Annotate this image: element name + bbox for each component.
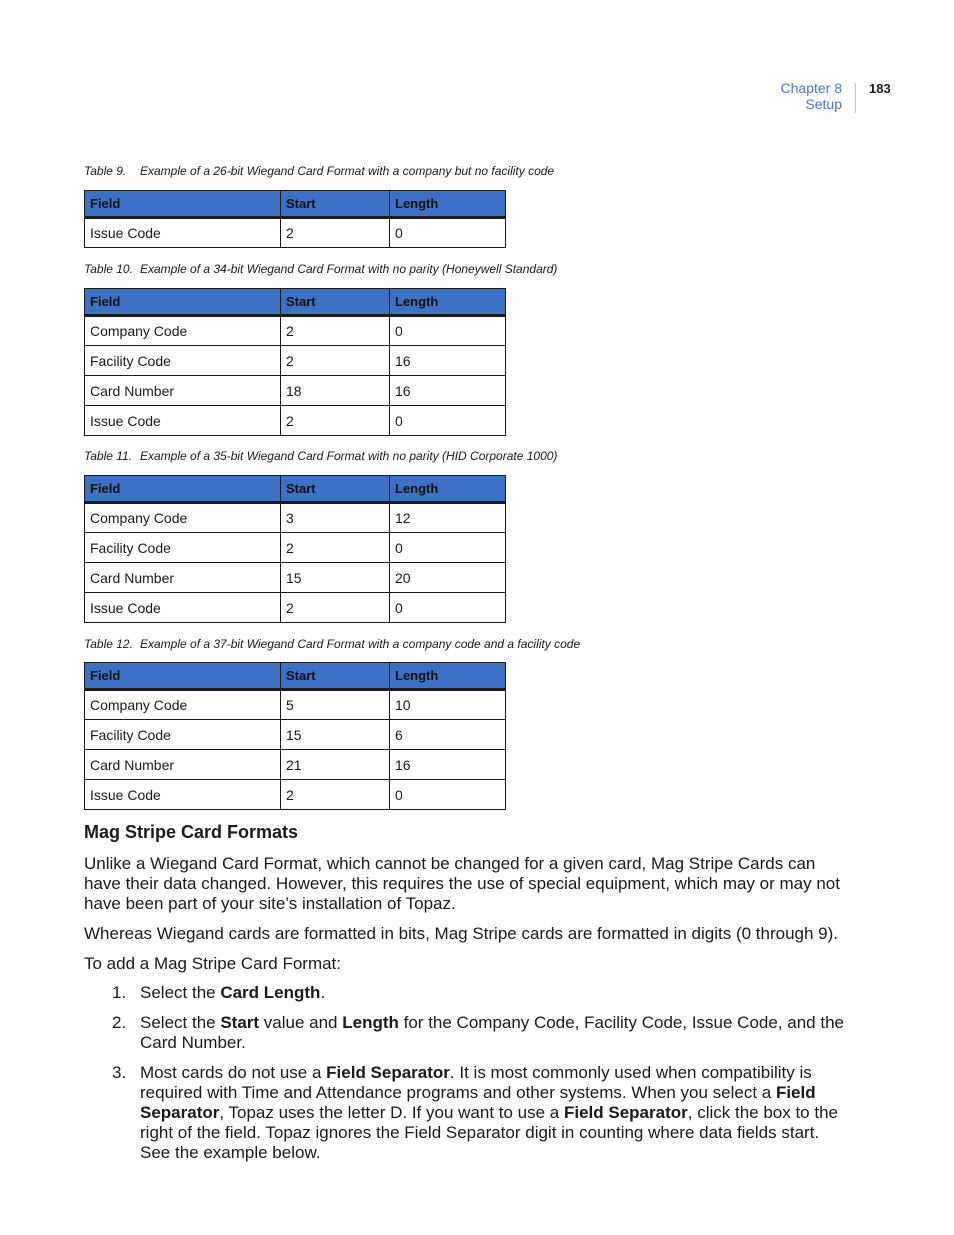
header-start: Start (281, 289, 390, 316)
table-caption (84, 449, 557, 463)
section-heading: Mag Stripe Card Formats (84, 822, 299, 842)
step-term: Field Separator (140, 1083, 816, 1122)
step-text: . (320, 983, 326, 1002)
step-term: Field Separator (563, 1103, 688, 1122)
table-caption (84, 262, 557, 276)
table-row (85, 346, 506, 376)
cell-length: 16 (390, 750, 506, 780)
cell-start: 2 (281, 780, 390, 810)
cell-start: 2 (281, 593, 390, 623)
header-field: Field (85, 476, 281, 503)
header-divider (855, 83, 856, 113)
header-field: Field (85, 289, 281, 316)
step-text: Select the (140, 983, 221, 1002)
caption-number: Table 12. (84, 637, 133, 651)
header-length: Length (390, 191, 506, 218)
steps-list (84, 983, 854, 1173)
caption-text: Example of a 35-bit Wiegand Card Format with no parity (HID Corporate 1000) (140, 449, 558, 463)
step-text: . It is most commonly used when compatibility is required with Time and Attendance programs and other systems. When you select a (140, 1063, 812, 1102)
step-text: Most cards do not use a (140, 1063, 327, 1082)
section-label: Setup (805, 96, 842, 112)
step-text: value and (259, 1013, 343, 1032)
cell-field: Card Number (85, 750, 281, 780)
cell-length: 10 (390, 690, 506, 720)
table-header-row (85, 476, 506, 503)
table-row (85, 593, 506, 623)
chapter-label: Chapter 8 (780, 80, 842, 96)
step-term: Start (220, 1013, 260, 1032)
table-row (85, 406, 506, 436)
table-row (85, 533, 506, 563)
table-row (85, 720, 506, 750)
table-caption (84, 164, 554, 178)
format-table (84, 190, 506, 248)
cell-start: 2 (281, 346, 390, 376)
cell-length: 12 (390, 503, 506, 533)
step-item (84, 1013, 854, 1053)
caption-text: Example of a 26-bit Wiegand Card Format with a company but no facility code (140, 164, 555, 178)
cell-start: 5 (281, 690, 390, 720)
step-text: for the Company Code, Facility Code, Issue Code, and the Card Number. (140, 1013, 844, 1052)
step-item (84, 983, 854, 1003)
table-header-row (85, 191, 506, 218)
cell-start: 2 (281, 218, 390, 248)
header-length: Length (390, 476, 506, 503)
cell-field: Company Code (85, 316, 281, 346)
cell-length: 20 (390, 563, 506, 593)
format-table (84, 662, 506, 810)
step-text: , Topaz uses the letter D. If you want to use a (219, 1103, 564, 1122)
step-term: Card Length (220, 983, 321, 1002)
caption-text: Example of a 34-bit Wiegand Card Format with no parity (Honeywell Standard) (140, 262, 558, 276)
table-row (85, 316, 506, 346)
caption-number: Table 9. (84, 164, 127, 178)
table-caption (84, 637, 580, 651)
cell-length: 0 (390, 316, 506, 346)
instruction-lead: To add a Mag Stripe Card Format: (84, 954, 342, 973)
page-number: 183 (869, 81, 891, 96)
cell-field: Issue Code (85, 406, 281, 436)
bits-vs-digits-paragraph: Whereas Wiegand cards are formatted in bits, Mag Stripe cards are formatted in digits (0 through 9). (84, 924, 839, 943)
cell-start: 18 (281, 376, 390, 406)
cell-start: 21 (281, 750, 390, 780)
cell-field: Card Number (85, 563, 281, 593)
header-start: Start (281, 476, 390, 503)
cell-start: 2 (281, 406, 390, 436)
cell-field: Company Code (85, 690, 281, 720)
page-header (0, 80, 954, 120)
cell-field: Facility Code (85, 533, 281, 563)
cell-length: 0 (390, 406, 506, 436)
step-item (84, 1063, 854, 1163)
intro-paragraph: Unlike a Wiegand Card Format, which cannot be changed for a given card, Mag Stripe Cards can have their data changed. However, this requires the use of special equipment, which may or may not have been part of your site’s installation of Topaz. (84, 854, 840, 913)
table-header-row (85, 663, 506, 690)
table-row (85, 218, 506, 248)
header-start: Start (281, 191, 390, 218)
caption-number: Table 11. (84, 449, 133, 463)
format-table (84, 288, 506, 436)
table-header-row (85, 289, 506, 316)
table-row (85, 563, 506, 593)
cell-field: Company Code (85, 503, 281, 533)
cell-field: Issue Code (85, 780, 281, 810)
chapter-reference (700, 80, 842, 112)
cell-start: 15 (281, 720, 390, 750)
step-text: Select the (140, 1013, 221, 1032)
caption-text: Example of a 37-bit Wiegand Card Format with a company code and a facility code (140, 637, 581, 651)
cell-length: 16 (390, 346, 506, 376)
cell-start: 2 (281, 316, 390, 346)
cell-length: 0 (390, 780, 506, 810)
cell-length: 6 (390, 720, 506, 750)
step-text: , click the box to the right of the field. Topaz ignores the Field Separator digit in counting where data fields start. See the example below. (140, 1103, 838, 1162)
table-row (85, 690, 506, 720)
step-term: Length (342, 1013, 399, 1032)
caption-number: Table 10. (84, 262, 133, 276)
cell-field: Issue Code (85, 593, 281, 623)
table-row (85, 376, 506, 406)
step-term: Field Separator (326, 1063, 450, 1082)
cell-field: Facility Code (85, 720, 281, 750)
step-number: 2. (112, 1013, 127, 1032)
header-length: Length (390, 663, 506, 690)
format-table (84, 475, 506, 623)
cell-start: 2 (281, 533, 390, 563)
cell-start: 3 (281, 503, 390, 533)
cell-field: Facility Code (85, 346, 281, 376)
cell-length: 0 (390, 593, 506, 623)
cell-length: 16 (390, 376, 506, 406)
header-length: Length (390, 289, 506, 316)
cell-length: 0 (390, 218, 506, 248)
header-field: Field (85, 663, 281, 690)
cell-start: 15 (281, 563, 390, 593)
cell-field: Card Number (85, 376, 281, 406)
cell-length: 0 (390, 533, 506, 563)
header-field: Field (85, 191, 281, 218)
step-number: 3. (112, 1063, 127, 1082)
step-number: 1. (112, 983, 127, 1002)
table-row (85, 780, 506, 810)
table-row (85, 503, 506, 533)
cell-field: Issue Code (85, 218, 281, 248)
header-start: Start (281, 663, 390, 690)
table-row (85, 750, 506, 780)
